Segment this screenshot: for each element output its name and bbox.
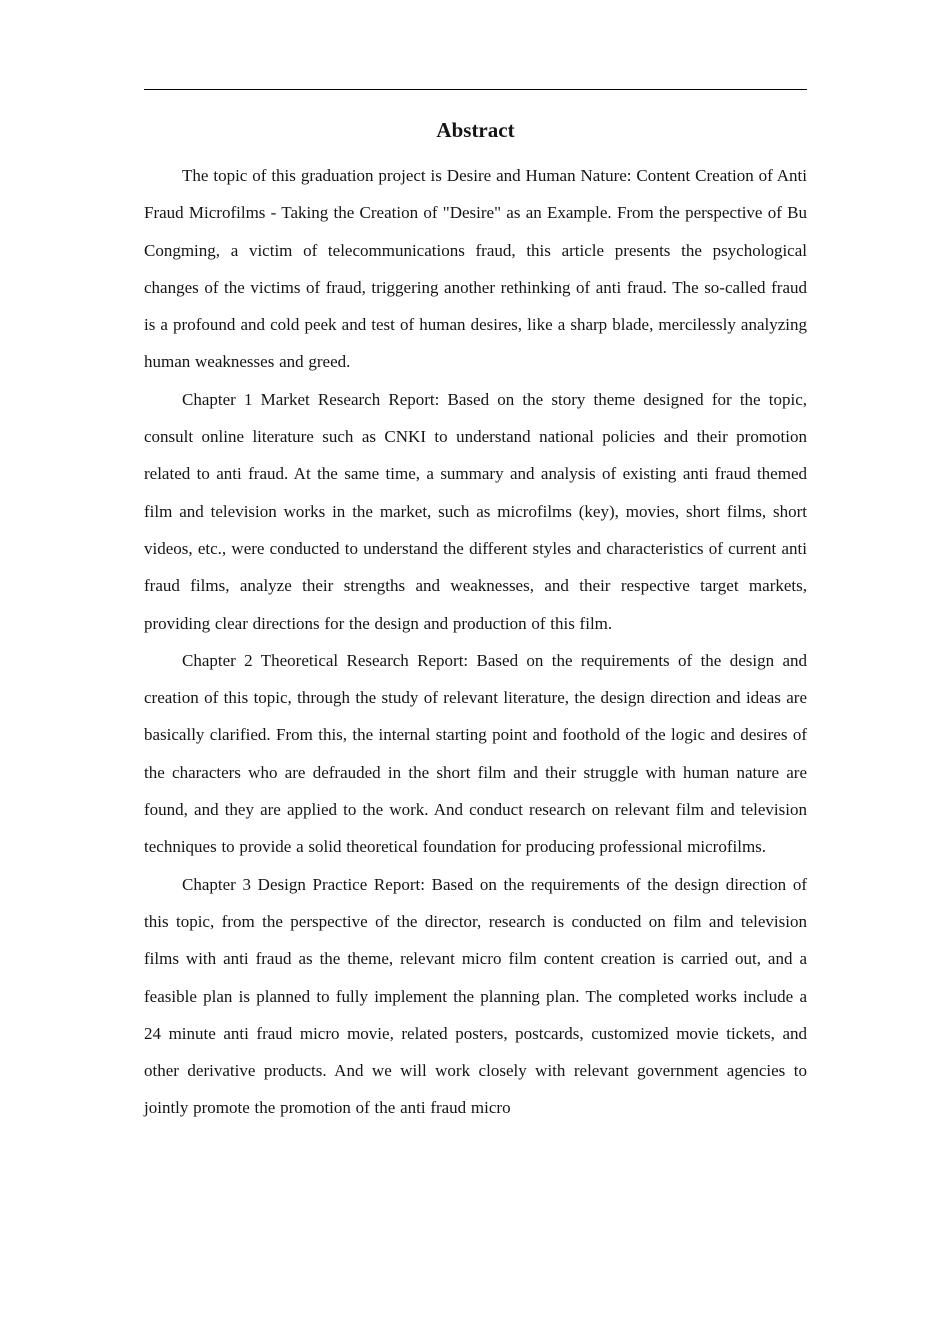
abstract-paragraph-1: The topic of this graduation project is Desire and Human Nature: Content Creation of Anti Fraud Microfilms - Taking the Creation of "Desire" as an Example. From the perspective of Bu Congming, a victim of telecommunications fraud, this article presents the psychological changes of the victims of fraud, triggering another rethinking of anti fraud. The so-called fraud is a profound and cold peek and test of human desires, like a sharp blade, mercilessly analyzing human weaknesses and greed.: [144, 166, 807, 372]
abstract-paragraph-4: Chapter 3 Design Practice Report: Based on the requirements of the design direction of this topic, from the perspective of the director, research is conducted on film and television films with anti fraud as the theme, relevant micro film content creation is carried out, and a feasible plan is planned to fully implement the planning plan. The completed works include a 24 minute anti fraud micro movie, related posters, postcards, customized movie tickets, and other derivative products. And we will work closely with relevant government agencies to jointly promote the promotion of the anti fraud micro: [144, 874, 807, 1118]
abstract-paragraph-2: Chapter 1 Market Research Report: Based on the story theme designed for the topic, consult online literature such as CNKI to understand national policies and their promotion related to anti fraud. At the same time, a summary and analysis of existing anti fraud themed film and television works in the market, such as microfilms (key), movies, short films, short videos, etc., were conducted to understand the different styles and characteristics of current anti fraud films, analyze their strengths and weaknesses, and their respective target markets, providing clear directions for the design and production of this film.: [144, 389, 807, 633]
abstract-paragraph-3: Chapter 2 Theoretical Research Report: Based on the requirements of the design and creation of this topic, through the study of relevant literature, the design direction and ideas are basically clarified. From this, the internal starting point and foothold of the logic and desires of the characters who are defrauded in the short film and their struggle with human nature are found, and they are applied to the work. And conduct research on relevant film and television techniques to provide a solid theoretical foundation for producing professional microfilms.: [144, 650, 807, 857]
header-rule: [144, 89, 807, 90]
abstract-body: [144, 157, 807, 1127]
page-content: [144, 0, 807, 1127]
page-title: Abstract: [436, 118, 515, 142]
